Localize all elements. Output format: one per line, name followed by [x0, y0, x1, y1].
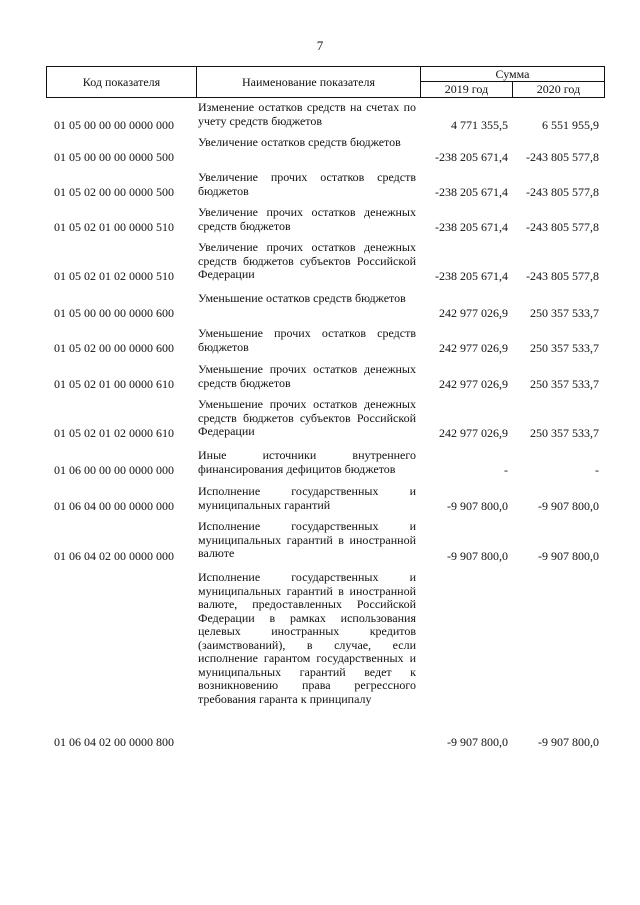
indicator-name: Увеличение прочих остатков средств бюджетов	[198, 170, 416, 198]
header-sum: Сумма	[421, 67, 604, 82]
indicator-code: 01 05 02 01 00 0000 510	[54, 220, 174, 234]
value-2019: 242 977 026,9	[439, 341, 508, 355]
indicator-code: 01 06 00 00 00 0000 000	[54, 463, 174, 477]
header-year-2019: 2019 год	[421, 82, 513, 97]
indicator-name: Увеличение прочих остатков денежных средств бюджетов	[198, 205, 416, 233]
value-2020: -9 907 800,0	[538, 549, 599, 563]
indicator-name: Уменьшение прочих остатков средств бюджетов	[198, 326, 416, 354]
table-header	[46, 66, 605, 98]
value-2019: -238 205 671,4	[435, 269, 508, 283]
indicator-code: 01 05 00 00 00 0000 500	[54, 150, 174, 164]
value-2020: 250 357 533,7	[530, 341, 599, 355]
value-2020: -243 805 577,8	[526, 269, 599, 283]
header-code: Код показателя	[47, 67, 197, 97]
indicator-code: 01 05 02 00 00 0000 600	[54, 341, 174, 355]
indicator-code: 01 05 02 00 00 0000 500	[54, 185, 174, 199]
header-name: Наименование показателя	[197, 67, 421, 97]
value-2019: -238 205 671,4	[435, 220, 508, 234]
indicator-name: Иные источники внутреннего финансирования дефицитов бюджетов	[198, 448, 416, 476]
table-row	[46, 136, 605, 164]
table-row	[46, 101, 605, 132]
table-row	[46, 363, 605, 391]
value-2019: 242 977 026,9	[439, 306, 508, 320]
indicator-code: 01 06 04 02 00 0000 000	[54, 549, 174, 563]
table-row	[46, 206, 605, 234]
value-2020: -243 805 577,8	[526, 220, 599, 234]
indicator-name: Изменение остатков средств на счетах по учету средств бюджетов	[198, 100, 416, 128]
indicator-code: 01 05 02 01 00 0000 610	[54, 377, 174, 391]
table-row	[46, 327, 605, 355]
indicator-code: 01 05 02 01 02 0000 510	[54, 269, 174, 283]
value-2019: 4 771 355,5	[451, 118, 508, 132]
value-2019: -238 205 671,4	[435, 150, 508, 164]
value-2019: -238 205 671,4	[435, 185, 508, 199]
table-row	[46, 571, 605, 749]
indicator-name: Увеличение остатков средств бюджетов	[198, 135, 401, 149]
value-2020: -9 907 800,0	[538, 735, 599, 749]
indicator-name: Исполнение государственных и муниципальных гарантий в иностранной валюте	[198, 519, 416, 560]
indicator-code: 01 06 04 02 00 0000 800	[54, 735, 174, 749]
table-row	[46, 485, 605, 513]
indicator-name: Исполнение государственных и муниципальных гарантий в иностранной валюте, предоставленных Российской Федерации в рамках использования целевых иностранных кредитов (заимствований), в случае, если исполнение гарантом государственных и муниципальных гарантий ведет к возникновению права регрессного требования гаранта к принципалу	[198, 570, 416, 706]
value-2020: -243 805 577,8	[526, 185, 599, 199]
table-row	[46, 449, 605, 477]
indicator-name: Уменьшение остатков средств бюджетов	[198, 291, 406, 305]
value-2020: -243 805 577,8	[526, 150, 599, 164]
indicator-code: 01 05 00 00 00 0000 000	[54, 118, 174, 132]
value-2019: -9 907 800,0	[447, 549, 508, 563]
value-2019: -	[504, 463, 508, 477]
indicator-code: 01 06 04 00 00 0000 000	[54, 499, 174, 513]
value-2019: -9 907 800,0	[447, 499, 508, 513]
value-2019: 242 977 026,9	[439, 377, 508, 391]
value-2020: -	[595, 463, 599, 477]
value-2019: -9 907 800,0	[447, 735, 508, 749]
page-number: 7	[316, 38, 324, 53]
table-row	[46, 398, 605, 440]
table-row	[46, 520, 605, 563]
value-2020: 6 551 955,9	[542, 118, 599, 132]
header-year-2020: 2020 год	[536, 82, 581, 96]
indicator-name: Увеличение прочих остатков денежных средств бюджетов субъектов Российской Федерации	[198, 240, 416, 281]
value-2019: 242 977 026,9	[439, 426, 508, 440]
indicator-name: Исполнение государственных и муниципальных гарантий	[198, 484, 416, 512]
value-2020: 250 357 533,7	[530, 377, 599, 391]
value-2020: -9 907 800,0	[538, 499, 599, 513]
indicator-code: 01 05 02 01 02 0000 610	[54, 426, 174, 440]
indicator-name: Уменьшение прочих остатков денежных средств бюджетов субъектов Российской Федерации	[198, 397, 416, 438]
value-2020: 250 357 533,7	[530, 306, 599, 320]
table-row	[46, 171, 605, 199]
value-2020: 250 357 533,7	[530, 426, 599, 440]
table-row	[46, 292, 605, 320]
table-row	[46, 241, 605, 283]
indicator-name: Уменьшение прочих остатков денежных средств бюджетов	[198, 362, 416, 390]
indicator-code: 01 05 00 00 00 0000 600	[54, 306, 174, 320]
